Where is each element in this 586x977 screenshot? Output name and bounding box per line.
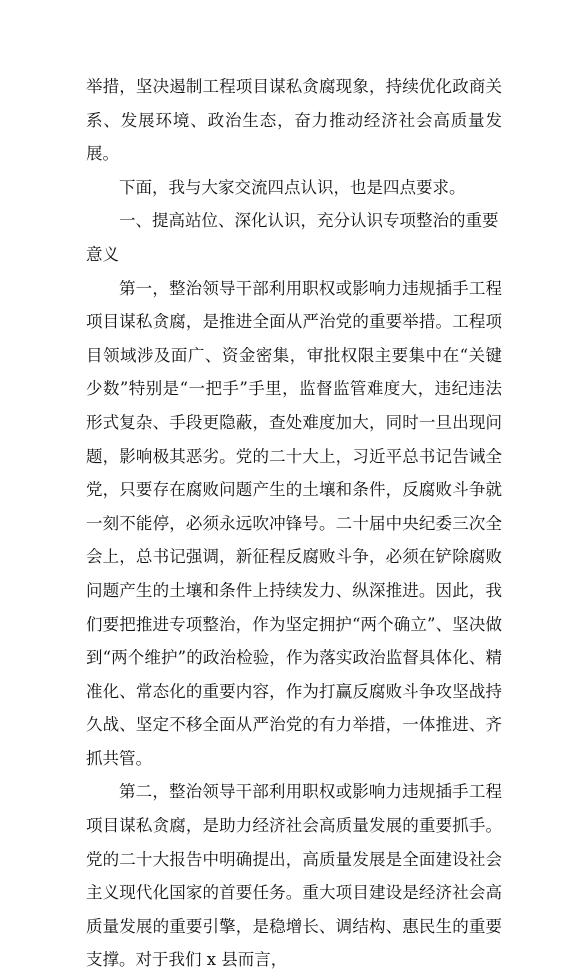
- paragraph-transition: 下面，我与大家交流四点认识，也是四点要求。: [119, 177, 466, 197]
- section-heading: 一、提高站位、深化认识，充分认识专项整治的重要意义: [86, 211, 499, 264]
- paragraph-point-one: 第一，整治领导干部利用职权或影响力违规插手工程项目谋私贪腐，是推进全面从严治党的重要举措。工程项目领域涉及面广、资金密集，审批权限主要集中在“关键少数”特别是“一把手”手里，监督监管难度大，违纪违法形式复杂、手段更隐蔽，查处难度加大，同时一旦出现问题，影响极其恶劣。党的二十大上，习近平总书记告诫全党，只要存在腐败问题产生的土壤和条件，反腐败斗争就一刻不能停，必须永远吹冲锋号。二十届中央纪委三次全会上，总书记强调，新征程反腐败斗争，必须在铲除腐败问题产生的土壤和条件上持续发力、纵深推进。因此，我们要把推进专项整治，作为坚定拥护“两个确立”、坚决做到“两个维护”的政治检验，作为落实政治监督具体化、精准化、常态化的重要内容，作为打赢反腐败斗争攻坚战持久战、坚定不移全面从严治党的有力举措，一体推进、齐抓共管。: [86, 278, 502, 768]
- paragraph-point-two: 第二，整治领导干部利用职权或影响力违规插手工程项目谋私贪腐，是助力经济社会高质量发展的重要抓手。党的二十大报告中明确提出，高质量发展是全面建设社会主义现代化国家的首要任务。重大项目建设是经济社会高质量发展的重要引擎，是稳增长、调结构、惠民生的重要支撑。对于我们 x 县而言，: [86, 782, 502, 970]
- document-body: [86, 70, 502, 977]
- paragraph-intro: 举措，坚决遏制工程项目谋私贪腐现象，持续优化政商关系、发展环境、政治生态，奋力推动经济社会高质量发展。: [86, 77, 502, 164]
